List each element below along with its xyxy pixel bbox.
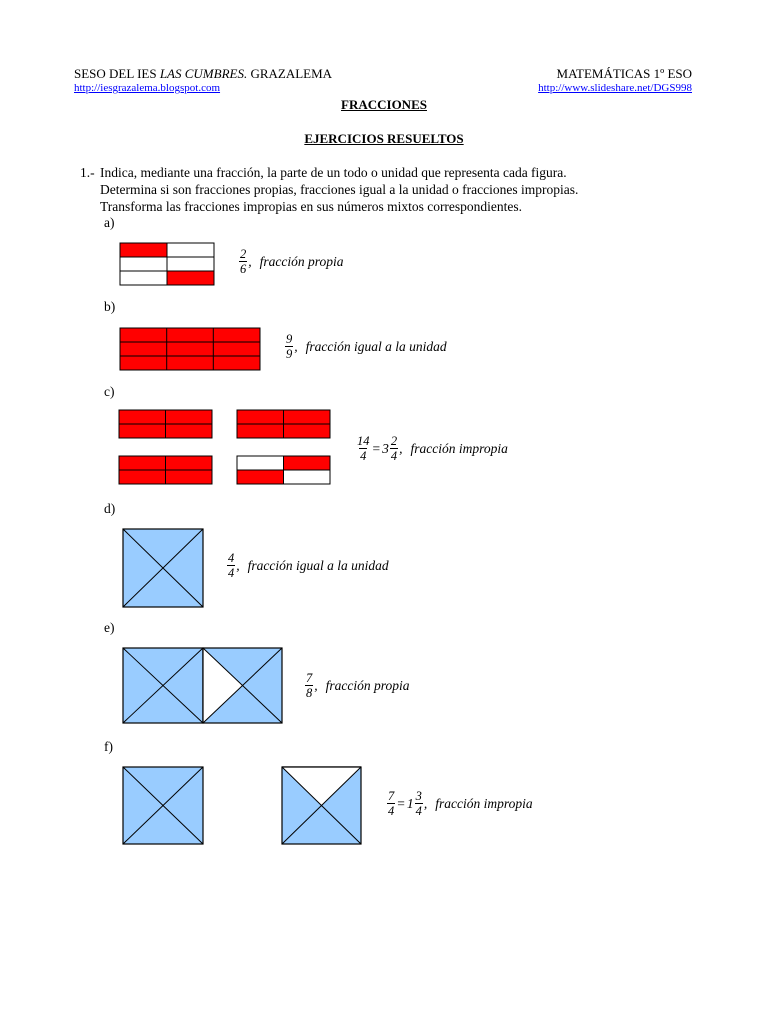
fraction: $\frac{2}{6}$ xyxy=(240,247,247,276)
fraction: $\frac{14}{4}$ xyxy=(357,434,370,463)
item-label-c: c) xyxy=(104,384,115,399)
page-title: FRACCIONES xyxy=(341,97,427,112)
item-label-d: d) xyxy=(104,501,116,516)
answer-c: $\frac{14}{4}$ = 3 $\frac{2}{4}$ , fracción impropia xyxy=(357,434,508,463)
f-square-2 xyxy=(282,767,361,844)
answer-text: fracción igual a la unidad xyxy=(247,557,389,573)
answer-a: $\frac{2}{6}$ , fracción propia xyxy=(240,247,344,276)
answer-e: $\frac{7}{8}$ , fracción propia xyxy=(306,671,410,700)
exercise-number: 1.- xyxy=(80,165,95,180)
fraction: $\frac{7}{4}$ xyxy=(388,789,395,818)
mixed-fraction: $\frac{3}{4}$ xyxy=(415,789,422,818)
answer-text: fracción propia xyxy=(325,677,410,693)
item-label-a: a) xyxy=(104,215,115,230)
e-square-2 xyxy=(203,648,282,723)
cell xyxy=(120,257,167,271)
c-block-4 xyxy=(237,456,330,484)
cell xyxy=(167,271,214,285)
answer-text: fracción impropia xyxy=(435,795,533,811)
page-subtitle: EJERCICIOS RESUELTOS xyxy=(304,131,464,146)
right-url-link[interactable]: http://www.slideshare.net/DGS998 xyxy=(538,82,692,94)
fraction: $\frac{4}{4}$ xyxy=(228,551,235,580)
cell xyxy=(167,243,214,257)
c-block-1 xyxy=(119,410,212,438)
item-label-b: b) xyxy=(104,299,116,314)
cell xyxy=(167,257,214,271)
item-label-e: e) xyxy=(104,620,115,635)
figure-a xyxy=(120,243,215,286)
cell xyxy=(120,271,167,285)
header-right: MATEMÁTICAS 1º ESO xyxy=(556,66,692,81)
answer-b: $\frac{9}{9}$ , fracción igual a la unidad xyxy=(286,332,447,361)
c-block-2 xyxy=(237,410,330,438)
answer-d: $\frac{4}{4}$ , fracción igual a la unidad xyxy=(228,551,389,580)
exercise-statement xyxy=(100,164,700,215)
f-square-1 xyxy=(123,767,203,844)
figure-e xyxy=(123,648,283,724)
cell xyxy=(120,243,167,257)
mixed-fraction: $\frac{2}{4}$ xyxy=(390,434,398,463)
answer-text: fracción propia xyxy=(259,253,344,269)
c-block-3 xyxy=(119,456,212,484)
answer-text: fracción igual a la unidad xyxy=(305,338,447,354)
header-left: SESO DEL IES LAS CUMBRES. GRAZALEMA xyxy=(74,66,333,81)
fraction: $\frac{7}{8}$ xyxy=(306,671,313,700)
figure-d xyxy=(123,529,204,608)
figure-b xyxy=(120,328,261,371)
figure-c xyxy=(119,410,331,485)
item-label-f: f) xyxy=(104,739,113,754)
answer-f: $\frac{7}{4}$ = 1 $\frac{3}{4}$ , fracción impropia xyxy=(388,789,533,818)
statement-line-2: Determina si son fracciones propias, fracciones igual a la unidad o fracciones impropias. xyxy=(100,182,579,197)
statement-line-1: Indica, mediante una fracción, la parte de un todo o unidad que representa cada figura. xyxy=(100,165,567,180)
left-url-link[interactable]: http://iesgrazalema.blogspot.com xyxy=(74,82,221,94)
e-square-1 xyxy=(123,648,203,723)
fraction: $\frac{9}{9}$ xyxy=(286,332,293,361)
statement-line-3: Transforma las fracciones impropias en sus números mixtos correspondientes. xyxy=(100,199,523,214)
figure-f xyxy=(123,767,363,845)
answer-text: fracción impropia xyxy=(410,440,508,456)
